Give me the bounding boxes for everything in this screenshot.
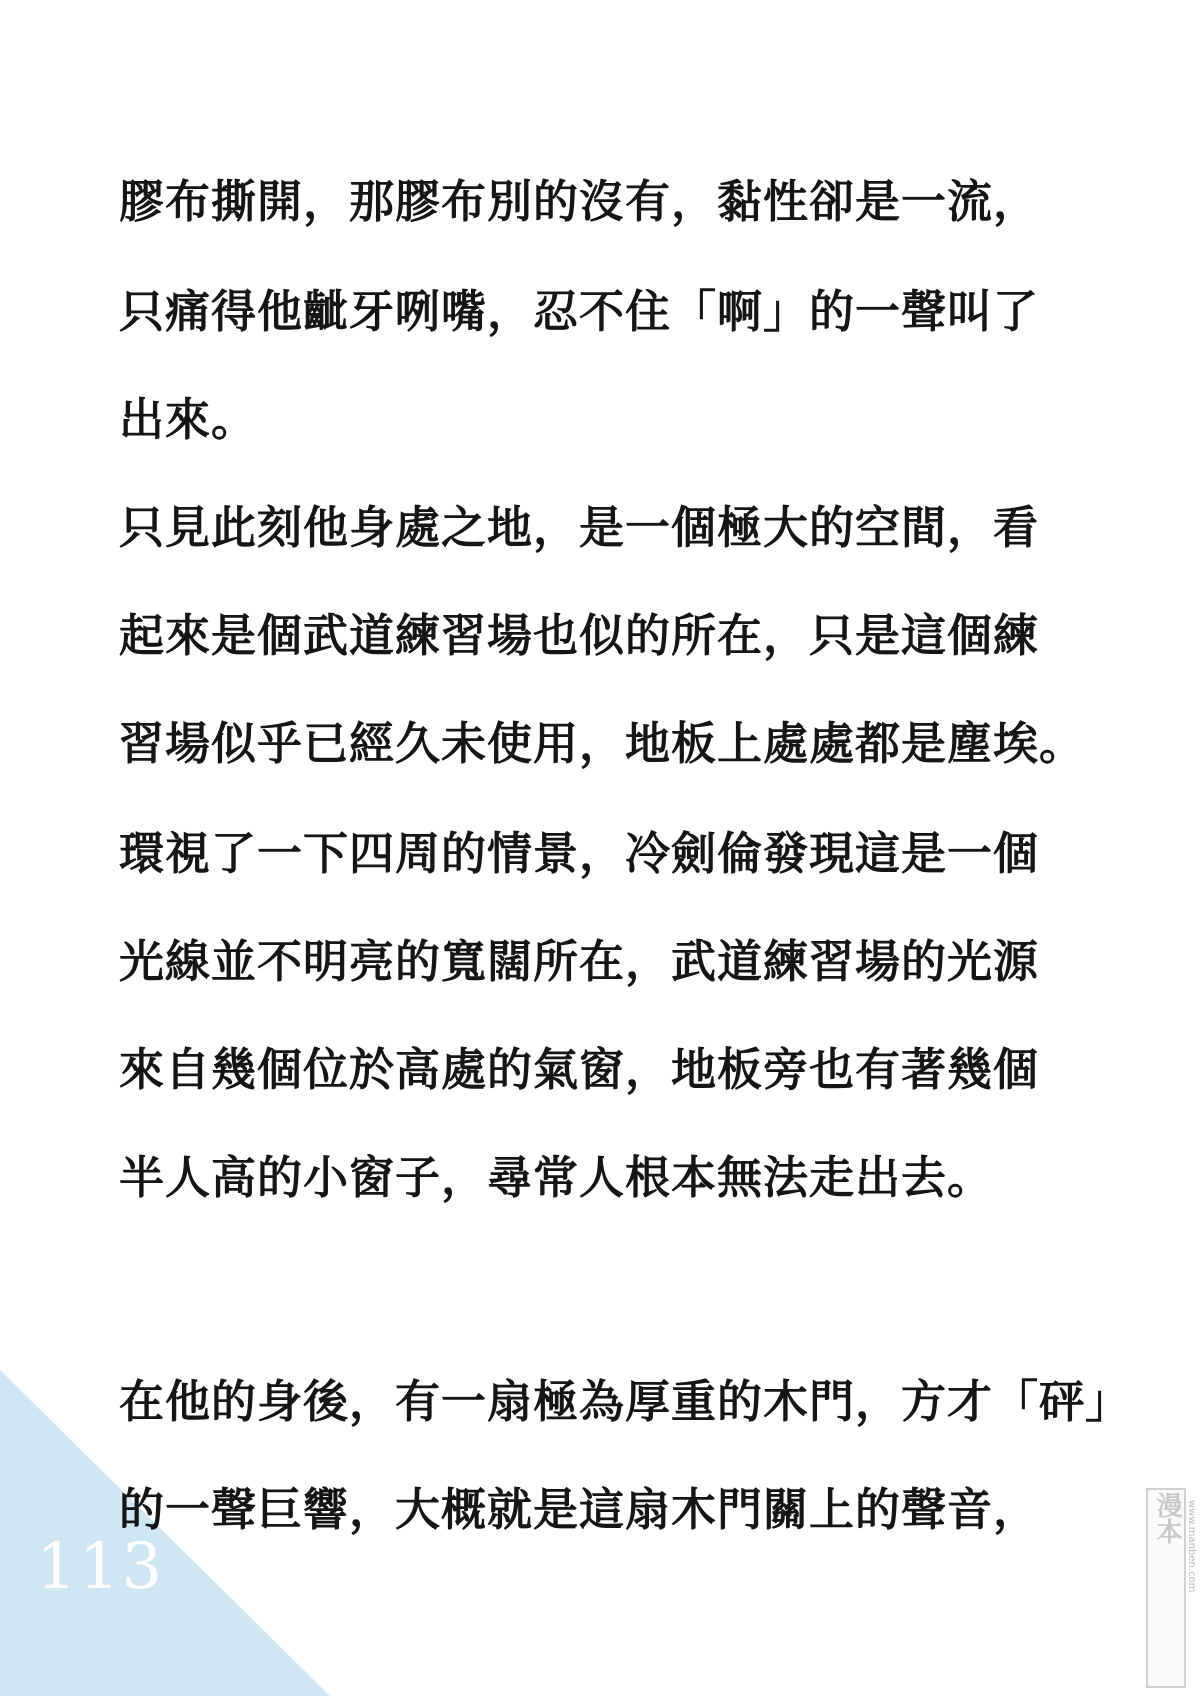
text-line-4: 只見此刻他身處之地，是一個極大的空間，看 [119,501,1040,554]
text-line-11: 在他的身後，有一扇極為厚重的木門，方才「砰」 [119,1375,1132,1428]
text-line-3: 出來。 [119,393,258,446]
watermark-logo [1146,1488,1186,1688]
text-line-5: 起來是個武道練習場也似的所在，只是這個練 [119,609,1040,662]
text-line-10: 半人高的小窗子，尋常人根本無法走出去。 [119,1151,994,1204]
watermark-url: www.manben.com [1186,1500,1197,1593]
page-number: 113 [36,1530,165,1604]
text-line-8: 光線並不明亮的寬闊所在，武道練習場的光源 [119,935,1040,988]
text-line-1: 膠布撕開，那膠布別的沒有，黏性卻是一流， [119,175,1040,228]
text-line-6: 習場似乎已經久未使用，地板上處處都是塵埃。 [119,717,1086,770]
watermark-text: 漫本 [1152,1492,1182,1544]
text-line-2: 只痛得他齜牙咧嘴，忍不住「啊」的一聲叫了 [119,285,1040,338]
text-line-9: 來自幾個位於高處的氣窗，地板旁也有著幾個 [119,1043,1040,1096]
text-line-12: 的一聲巨響，大概就是這扇木門關上的聲音， [119,1483,1040,1536]
text-line-7: 環視了一下四周的情景，冷劍倫發現這是一個 [119,827,1040,880]
